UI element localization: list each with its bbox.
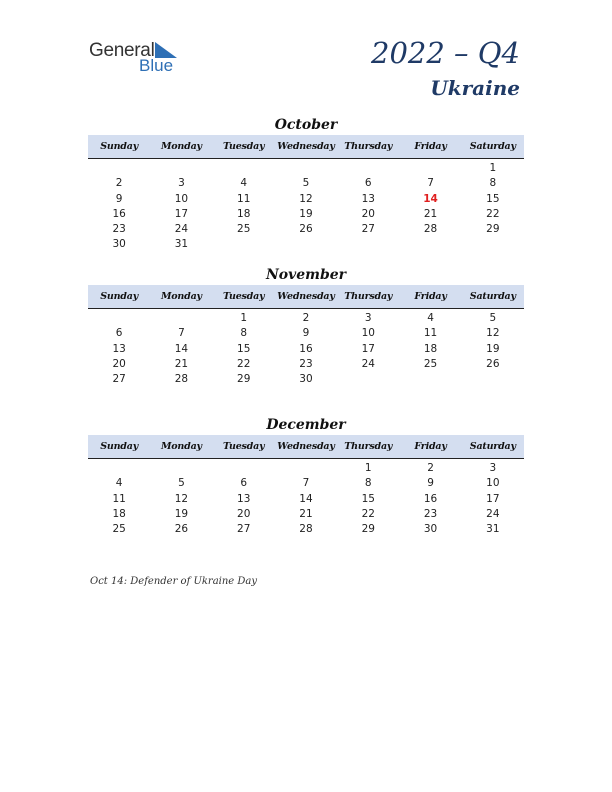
date-cell: 15 — [237, 342, 251, 355]
week-row — [88, 192, 524, 207]
date-cell: 27 — [237, 523, 251, 536]
weekday-label: Saturday — [469, 141, 516, 152]
date-cell: 1 — [364, 462, 372, 474]
week-row — [88, 507, 524, 522]
week-row — [88, 492, 524, 507]
date-cell — [337, 161, 399, 176]
date-cell — [462, 237, 524, 252]
date-cell: 26 — [299, 223, 313, 236]
date-cell: 1 — [489, 162, 497, 174]
date-cell: 28 — [423, 223, 438, 236]
weekday-label: Tuesday — [222, 141, 265, 152]
date-cell: 22 — [361, 507, 375, 520]
month-name: October — [274, 117, 338, 133]
date-cell — [213, 161, 275, 176]
weekday-label: Wednesday — [277, 291, 335, 302]
date-cell: 4 — [240, 177, 248, 190]
logo-general-text: General — [89, 40, 155, 61]
date-cell: 12 — [174, 492, 189, 505]
date-cell: 21 — [174, 357, 189, 370]
date-cell: 10 — [486, 477, 500, 490]
date-cell: 2 — [302, 312, 310, 324]
date-cell: 23 — [423, 507, 438, 520]
date-cell: 31 — [174, 238, 189, 251]
weekday-label: Friday — [414, 441, 447, 452]
date-cell: 24 — [486, 507, 500, 520]
week-row — [88, 342, 524, 357]
date-cell: 21 — [423, 207, 438, 220]
date-cell: 8 — [364, 477, 372, 490]
date-cell: 1 — [240, 312, 248, 324]
weekday-label: Friday — [414, 141, 447, 152]
date-cell — [150, 311, 212, 326]
date-cell — [88, 461, 150, 476]
date-cell: 7 — [302, 477, 310, 490]
date-cell: 5 — [489, 312, 497, 324]
date-cell: 13 — [112, 342, 126, 355]
date-cell: 8 — [240, 327, 248, 340]
date-cell: 16 — [423, 492, 438, 505]
date-cell — [275, 161, 337, 176]
weekday-label: Wednesday — [277, 141, 335, 152]
weekday-label: Saturday — [469, 441, 516, 452]
date-cell — [399, 372, 461, 387]
weekday-label: Monday — [160, 291, 202, 302]
date-cell — [399, 237, 461, 252]
date-cell: 14 — [174, 342, 189, 355]
date-cell: 23 — [112, 223, 126, 236]
date-cell: 9 — [115, 192, 123, 205]
date-cell: 26 — [174, 523, 189, 536]
week-row — [88, 311, 524, 326]
weekday-label: Tuesday — [222, 441, 265, 452]
weekday-label: Sunday — [100, 141, 139, 152]
date-cell: 17 — [361, 342, 375, 355]
date-cell: 6 — [364, 177, 372, 190]
date-cell: 29 — [486, 223, 500, 236]
date-cell: 6 — [115, 327, 123, 340]
date-cell: 24 — [174, 223, 189, 236]
date-cell: 25 — [112, 523, 126, 536]
weekday-label: Thursday — [344, 141, 393, 152]
date-cell: 2 — [115, 177, 123, 190]
date-cell — [275, 461, 337, 476]
date-cell — [275, 237, 337, 252]
week-row — [88, 176, 524, 191]
date-cell — [213, 461, 275, 476]
date-cell: 12 — [299, 192, 313, 205]
month-december — [88, 415, 524, 537]
date-cell: 4 — [115, 477, 123, 490]
date-cell: 19 — [486, 342, 500, 355]
date-cell: 20 — [112, 357, 126, 370]
date-cell: 30 — [299, 373, 313, 386]
date-cell: 3 — [489, 462, 497, 474]
date-cell: 10 — [174, 192, 189, 205]
week-row — [88, 461, 524, 476]
date-cell: 30 — [112, 238, 126, 251]
weekday-label: Sunday — [100, 291, 139, 302]
date-cell: 31 — [486, 523, 500, 536]
page-title: 2022 – Q4 — [371, 36, 520, 70]
country-name: Ukraine — [430, 76, 520, 100]
weekday-label: Monday — [160, 441, 202, 452]
month-name: December — [266, 417, 346, 433]
date-cell: 4 — [427, 312, 434, 324]
weekday-header — [88, 285, 524, 309]
date-cell: 9 — [302, 327, 310, 340]
date-cell: 11 — [237, 192, 251, 205]
date-cell: 16 — [112, 207, 126, 220]
date-cell: 16 — [299, 342, 313, 355]
date-cell: 15 — [486, 192, 500, 205]
date-cell — [462, 372, 524, 387]
date-cell: 19 — [174, 507, 189, 520]
weekday-header — [88, 435, 524, 459]
date-cell: 3 — [364, 312, 372, 324]
date-cell: 17 — [486, 492, 500, 505]
date-cell: 11 — [112, 492, 126, 505]
week-row — [88, 522, 524, 537]
date-cell: 20 — [361, 207, 375, 220]
date-cell: 11 — [423, 327, 438, 340]
date-cell: 25 — [237, 223, 251, 236]
weekday-label: Thursday — [344, 441, 393, 452]
month-november — [88, 265, 524, 387]
date-cell — [399, 161, 461, 176]
week-row — [88, 222, 524, 237]
month-grid — [88, 309, 524, 387]
date-cell: 22 — [237, 357, 251, 370]
date-cell: 2 — [427, 462, 434, 474]
weekday-label: Monday — [160, 141, 202, 152]
weekday-label: Friday — [414, 291, 447, 302]
week-row — [88, 372, 524, 387]
date-cell: 24 — [361, 357, 375, 370]
week-row — [88, 476, 524, 491]
week-row — [88, 207, 524, 222]
week-row — [88, 237, 524, 252]
logo-blue-text: Blue — [139, 56, 174, 75]
date-cell: 7 — [178, 327, 185, 340]
month-grid — [88, 459, 524, 537]
weekday-label: Tuesday — [222, 291, 265, 302]
date-cell: 19 — [299, 207, 313, 220]
date-cell: 5 — [302, 177, 310, 190]
weekday-label: Wednesday — [277, 441, 335, 452]
date-cell: 18 — [112, 507, 126, 520]
week-row — [88, 161, 524, 176]
date-cell: 17 — [174, 207, 189, 220]
date-cell: 3 — [178, 177, 185, 190]
month-october — [88, 115, 524, 253]
date-cell: 12 — [486, 327, 500, 340]
date-cell — [150, 461, 212, 476]
date-cell: 9 — [427, 477, 434, 490]
date-cell: 6 — [240, 477, 248, 490]
date-cell: 27 — [112, 373, 126, 386]
weekday-label: Saturday — [469, 291, 516, 302]
month-name: November — [265, 267, 347, 283]
date-cell: 10 — [361, 327, 375, 340]
week-row — [88, 326, 524, 341]
date-cell: 29 — [237, 373, 251, 386]
date-cell: 27 — [361, 223, 375, 236]
date-cell: 22 — [486, 207, 500, 220]
date-cell — [337, 372, 399, 387]
date-cell: 15 — [361, 492, 375, 505]
date-cell — [213, 237, 275, 252]
date-cell: 30 — [423, 523, 438, 536]
date-cell: 7 — [427, 177, 434, 190]
weekday-header — [88, 135, 524, 159]
date-cell: 28 — [299, 523, 313, 536]
month-grid — [88, 159, 524, 253]
date-cell: 13 — [361, 192, 375, 205]
week-row — [88, 357, 524, 372]
date-cell: 14 — [299, 492, 313, 505]
date-cell: 29 — [361, 523, 375, 536]
date-cell — [337, 237, 399, 252]
date-cell: 20 — [237, 507, 251, 520]
holiday-date-cell: 14 — [423, 192, 438, 205]
date-cell: 13 — [237, 492, 251, 505]
weekday-label: Sunday — [100, 441, 139, 452]
date-cell: 26 — [486, 357, 500, 370]
date-cell: 5 — [178, 477, 185, 490]
date-cell: 28 — [174, 373, 189, 386]
date-cell: 18 — [237, 207, 251, 220]
date-cell: 18 — [423, 342, 438, 355]
date-cell: 25 — [423, 357, 438, 370]
date-cell — [150, 161, 212, 176]
date-cell: 21 — [299, 507, 313, 520]
date-cell: 8 — [489, 177, 497, 190]
date-cell: 23 — [299, 357, 313, 370]
date-cell — [88, 311, 150, 326]
weekday-label: Thursday — [344, 291, 393, 302]
holiday-note: Oct 14: Defender of Ukraine Day — [90, 576, 258, 587]
logo — [89, 40, 189, 76]
date-cell — [88, 161, 150, 176]
